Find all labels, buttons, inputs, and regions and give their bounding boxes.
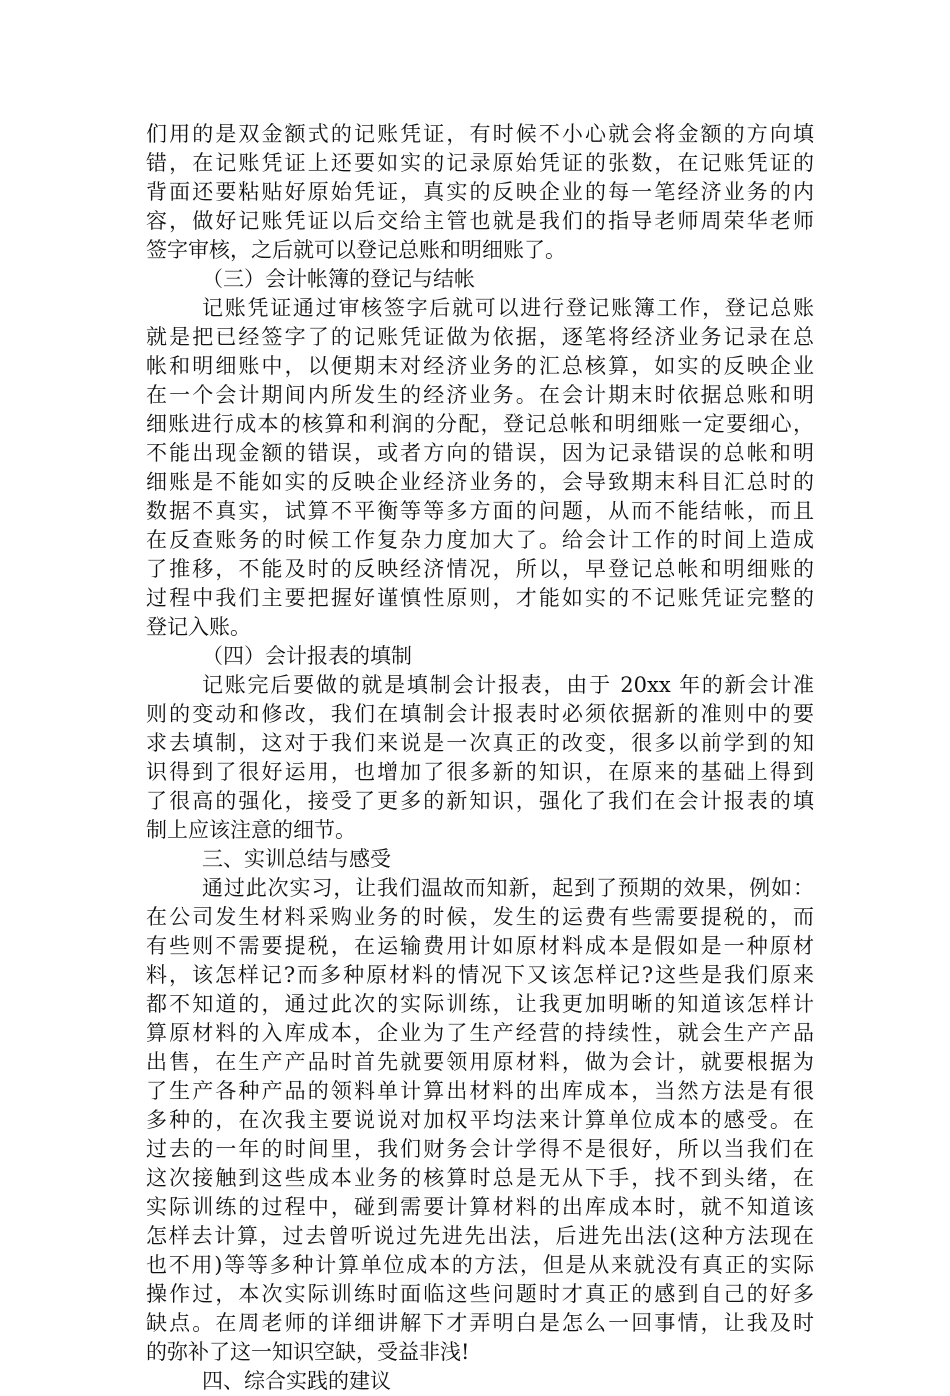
text-line: 就是把已经签字了的记账凭证做为依据，逐笔将经济业务记录在总 (146, 325, 814, 349)
text-line: 都不知道的，通过此次的实际训练，让我更加明晰的知道该怎样计 (146, 992, 814, 1016)
text-line: 通过此次实习，让我们温故而知新，起到了预期的效果，例如： (202, 876, 814, 900)
text-line: 了推移，不能及时的反映经济情况，所以，早登记总帐和明细账的 (146, 557, 814, 581)
text-line: 细账进行成本的核算和利润的分配，登记总帐和明细账一定要细心， (146, 412, 814, 436)
text-line: 怎样去计算，过去曾听说过先进先出法，后进先出法(这种方法现在 (146, 1224, 814, 1248)
text-line: 多种的，在次我主要说说对加权平均法来计算单位成本的感受。在 (146, 1108, 814, 1132)
text-line: 在反查账务的时候工作复杂力度加大了。给会计工作的时间上造成 (146, 528, 814, 552)
text-line: （四）会计报表的填制 (202, 644, 412, 668)
text-line: 们用的是双金额式的记账凭证，有时候不小心就会将金额的方向填 (146, 122, 814, 146)
text-line: 求去填制，这对于我们来说是一次真正的改变，很多以前学到的知 (146, 731, 814, 755)
text-line: 的弥补了这一知识空缺，受益非浅! (146, 1340, 470, 1364)
text-line: 出售，在生产产品时首先就要领用原材料，做为会计，就要根据为 (146, 1050, 814, 1074)
text-line: 不能出现金额的错误，或者方向的错误，因为记录错误的总帐和明 (146, 441, 814, 465)
text-line: 过程中我们主要把握好谨慎性原则，才能如实的不记账凭证完整的 (146, 586, 814, 610)
text-line: 记账完后要做的就是填制会计报表，由于 20xx 年的新会计准 (202, 673, 814, 697)
text-line: 缺点。在周老师的详细讲解下才弄明白是怎么一回事情，让我及时 (146, 1311, 814, 1335)
document-body (146, 120, 814, 1396)
text-line: 登记入账。 (146, 615, 251, 639)
text-line: 三、实训总结与感受 (202, 847, 391, 871)
text-line: （三）会计帐簿的登记与结帐 (202, 267, 475, 291)
text-line: 实际训练的过程中，碰到需要计算材料的出库成本时，就不知道该 (146, 1195, 814, 1219)
text-line: 也不用)等等多种计算单位成本的方法，但是从来就没有真正的实际 (146, 1253, 814, 1277)
text-line: 了生产各种产品的领料单计算出材料的出库成本，当然方法是有很 (146, 1079, 814, 1103)
text-line: 操作过，本次实际训练时面临这些问题时才真正的感到自己的好多 (146, 1282, 814, 1306)
text-line: 容，做好记账凭证以后交给主管也就是我们的指导老师周荣华老师 (146, 209, 814, 233)
text-line: 算原材料的入库成本，企业为了生产经营的持续性，就会生产产品 (146, 1021, 814, 1045)
text-line: 制上应该注意的细节。 (146, 818, 356, 842)
text-line: 识得到了很好运用，也增加了很多新的知识，在原来的基础上得到 (146, 760, 814, 784)
text-line: 四、综合实践的建议 (202, 1369, 391, 1393)
text-line: 签字审核，之后就可以登记总账和明细账了。 (146, 238, 566, 262)
text-line: 这次接触到这些成本业务的核算时总是无从下手，找不到头绪，在 (146, 1166, 814, 1190)
text-line: 数据不真实，试算不平衡等等多方面的问题，从而不能结帐，而且 (146, 499, 814, 523)
text-line: 有些则不需要提税，在运输费用计如原材料成本是假如是一种原材 (146, 934, 814, 958)
text-line: 过去的一年的时间里，我们财务会计学得不是很好，所以当我们在 (146, 1137, 814, 1161)
text-line: 了很高的强化，接受了更多的新知识，强化了我们在会计报表的填 (146, 789, 814, 813)
text-line: 在公司发生材料采购业务的时候，发生的运费有些需要提税的，而 (146, 905, 814, 929)
text-line: 错，在记账凭证上还要如实的记录原始凭证的张数，在记账凭证的 (146, 151, 814, 175)
text-line: 记账凭证通过审核签字后就可以进行登记账簿工作，登记总账 (202, 296, 814, 320)
text-line: 料，该怎样记?而多种原材料的情况下又该怎样记?这些是我们原来 (146, 963, 814, 987)
text-line: 背面还要粘贴好原始凭证，真实的反映企业的每一笔经济业务的内 (146, 180, 814, 204)
text-line: 细账是不能如实的反映企业经济业务的，会导致期末科目汇总时的 (146, 470, 814, 494)
text-line: 帐和明细账中，以便期末对经济业务的汇总核算，如实的反映企业 (146, 354, 814, 378)
text-line: 则的变动和修改，我们在填制会计报表时必须依据新的准则中的要 (146, 702, 814, 726)
text-line: 在一个会计期间内所发生的经济业务。在会计期末时依据总账和明 (146, 383, 814, 407)
